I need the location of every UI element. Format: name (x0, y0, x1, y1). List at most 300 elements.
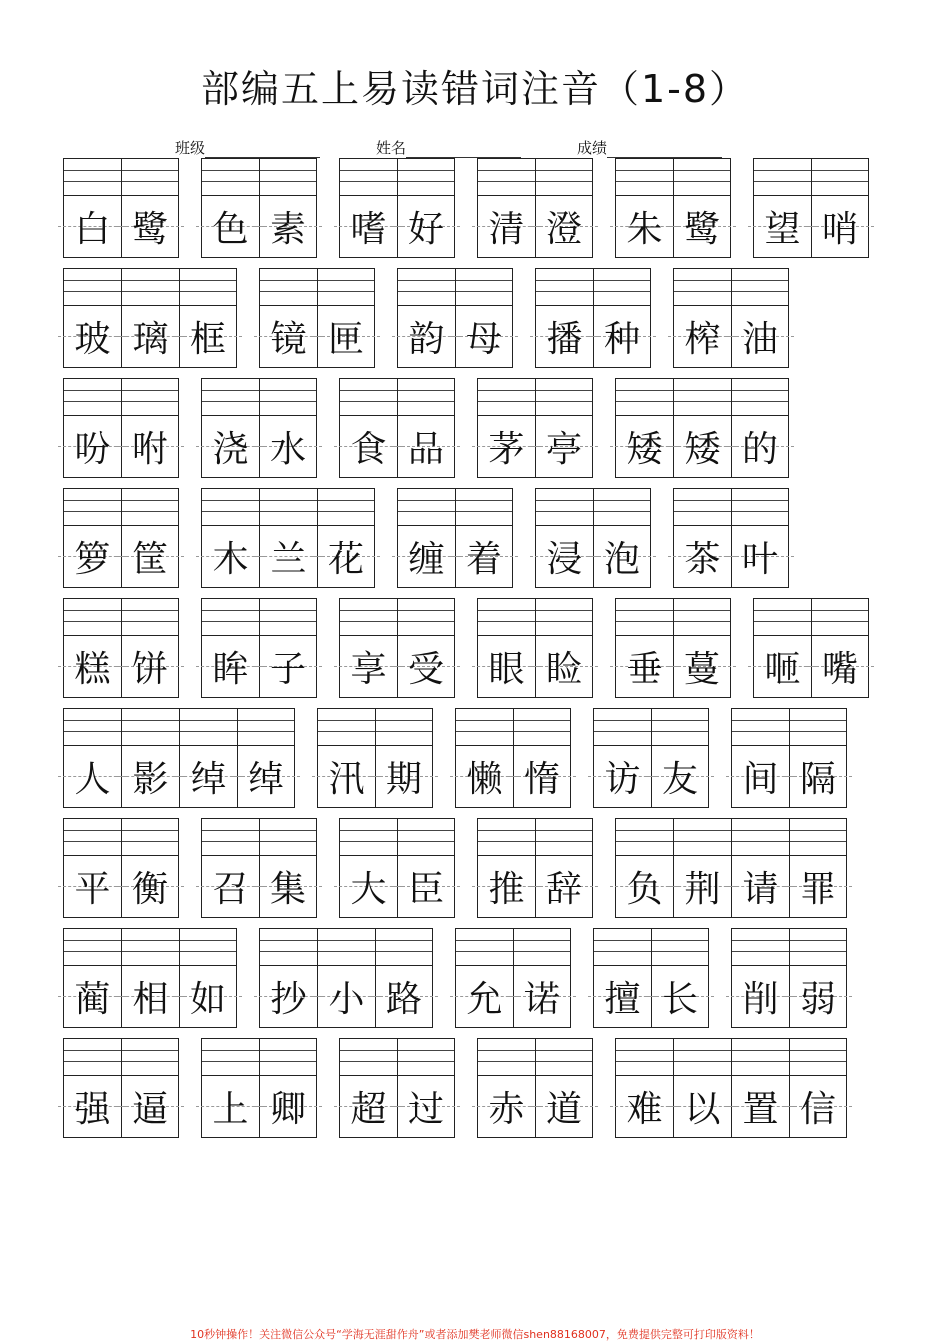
pinyin-writing-lines[interactable] (398, 158, 454, 196)
pinyin-writing-lines[interactable] (536, 598, 592, 636)
hanzi-char: 受 (407, 649, 444, 690)
hanzi-char: 懒 (466, 759, 503, 800)
pinyin-writing-lines[interactable] (732, 378, 788, 416)
hanzi-box (260, 636, 316, 698)
hanzi-box (594, 526, 650, 588)
char-cell (201, 1038, 259, 1138)
hanzi-box (340, 636, 397, 698)
hanzi-char: 矮 (684, 429, 721, 470)
pinyin-writing-lines[interactable] (64, 708, 121, 746)
hanzi-char: 上 (212, 1089, 249, 1130)
pinyin-writing-lines[interactable] (456, 488, 512, 526)
char-cell (731, 488, 789, 588)
word-row (63, 818, 943, 928)
hanzi-char: 衡 (131, 869, 168, 910)
pinyin-writing-lines[interactable] (122, 488, 178, 526)
hanzi-box (674, 196, 730, 258)
pinyin-writing-lines[interactable] (180, 708, 237, 746)
word-grid (63, 158, 943, 1148)
hanzi-box (64, 196, 121, 258)
hanzi-char: 矮 (626, 429, 663, 470)
pinyin-writing-lines[interactable] (594, 928, 651, 966)
pinyin-writing-lines[interactable] (122, 378, 178, 416)
pinyin-writing-lines[interactable] (732, 928, 789, 966)
char-cell (63, 268, 121, 368)
pinyin-writing-lines[interactable] (674, 488, 731, 526)
pinyin-writing-lines[interactable] (64, 268, 121, 306)
hanzi-box (456, 746, 513, 808)
pinyin-writing-lines[interactable] (674, 818, 731, 856)
pinyin-writing-lines[interactable] (478, 378, 535, 416)
char-cell (615, 1038, 673, 1138)
hanzi-char: 木 (212, 539, 249, 580)
char-cell (731, 1038, 789, 1138)
pinyin-writing-lines[interactable] (260, 268, 317, 306)
hanzi-box (478, 1076, 535, 1138)
pinyin-writing-lines[interactable] (616, 598, 673, 636)
class-field (175, 137, 320, 158)
hanzi-char: 强 (74, 1089, 111, 1130)
hanzi-box (64, 746, 121, 808)
pinyin-writing-lines[interactable] (732, 1038, 789, 1076)
hanzi-char: 叶 (741, 539, 778, 580)
hanzi-char: 小 (328, 979, 365, 1020)
char-cell (673, 488, 731, 588)
hanzi-char: 箩 (74, 539, 111, 580)
hanzi-box (456, 306, 512, 368)
char-cell (259, 928, 317, 1028)
char-cell (259, 268, 317, 368)
pinyin-writing-lines[interactable] (180, 928, 236, 966)
pinyin-writing-lines[interactable] (812, 598, 868, 636)
word-box (731, 928, 847, 1028)
pinyin-writing-lines[interactable] (260, 1038, 316, 1076)
char-cell (477, 598, 535, 698)
hanzi-char: 品 (407, 429, 444, 470)
pinyin-writing-lines[interactable] (122, 158, 178, 196)
hanzi-box (64, 1076, 121, 1138)
hanzi-char: 种 (603, 319, 640, 360)
word-box (615, 818, 847, 918)
word-box (615, 1038, 847, 1138)
char-cell (753, 158, 811, 258)
char-cell (201, 378, 259, 478)
hanzi-box (398, 1076, 454, 1138)
char-cell (259, 488, 317, 588)
pinyin-writing-lines[interactable] (616, 378, 673, 416)
hanzi-char: 访 (604, 759, 641, 800)
char-cell (477, 378, 535, 478)
hanzi-box (536, 526, 593, 588)
hanzi-box (478, 636, 535, 698)
hanzi-char: 削 (742, 979, 779, 1020)
pinyin-writing-lines[interactable] (376, 928, 432, 966)
hanzi-char: 平 (74, 869, 111, 910)
hanzi-box (260, 856, 316, 918)
char-cell (477, 818, 535, 918)
hanzi-box (616, 856, 673, 918)
char-cell (811, 158, 869, 258)
pinyin-writing-lines[interactable] (732, 268, 788, 306)
char-cell (63, 378, 121, 478)
hanzi-char: 镜 (270, 319, 307, 360)
hanzi-char: 路 (385, 979, 422, 1020)
char-cell (535, 598, 593, 698)
pinyin-writing-lines[interactable] (122, 598, 178, 636)
hanzi-char: 臣 (407, 869, 444, 910)
pinyin-writing-lines[interactable] (64, 928, 121, 966)
hanzi-char: 道 (545, 1089, 582, 1130)
hanzi-char: 请 (742, 869, 779, 910)
char-cell (397, 488, 455, 588)
pinyin-writing-lines[interactable] (790, 1038, 846, 1076)
pinyin-writing-lines[interactable] (64, 598, 121, 636)
pinyin-writing-lines[interactable] (260, 818, 316, 856)
pinyin-writing-lines[interactable] (202, 488, 259, 526)
pinyin-writing-lines[interactable] (754, 598, 811, 636)
word-box (455, 708, 571, 808)
pinyin-writing-lines[interactable] (122, 708, 179, 746)
pinyin-writing-lines[interactable] (790, 928, 846, 966)
hanzi-char: 集 (269, 869, 306, 910)
pinyin-writing-lines[interactable] (594, 268, 650, 306)
word-box (477, 378, 593, 478)
pinyin-writing-lines[interactable] (652, 928, 708, 966)
hanzi-box (340, 196, 397, 258)
hanzi-box (536, 1076, 592, 1138)
hanzi-char: 荆 (684, 869, 721, 910)
char-cell (121, 818, 179, 918)
pinyin-writing-lines[interactable] (514, 928, 570, 966)
word-box (201, 158, 317, 258)
pinyin-writing-lines[interactable] (790, 708, 846, 746)
hanzi-char: 茶 (684, 539, 721, 580)
pinyin-writing-lines[interactable] (536, 1038, 592, 1076)
word-box (339, 378, 455, 478)
hanzi-box (202, 856, 259, 918)
char-cell (317, 708, 375, 808)
char-cell (513, 708, 571, 808)
pinyin-writing-lines[interactable] (202, 1038, 259, 1076)
word-row (63, 598, 943, 708)
pinyin-writing-lines[interactable] (652, 708, 708, 746)
pinyin-writing-lines[interactable] (340, 598, 397, 636)
hanzi-char: 影 (132, 759, 169, 800)
char-cell (121, 1038, 179, 1138)
pinyin-writing-lines[interactable] (202, 378, 259, 416)
hanzi-box (202, 1076, 259, 1138)
pinyin-writing-lines[interactable] (318, 488, 374, 526)
pinyin-writing-lines[interactable] (536, 488, 593, 526)
pinyin-writing-lines[interactable] (64, 158, 121, 196)
pinyin-writing-lines[interactable] (478, 1038, 535, 1076)
char-cell (179, 268, 237, 368)
class-blank (205, 142, 320, 158)
hanzi-char: 哨 (821, 209, 858, 250)
char-cell (673, 818, 731, 918)
hanzi-char: 弱 (799, 979, 836, 1020)
char-cell (259, 158, 317, 258)
char-cell (731, 928, 789, 1028)
pinyin-writing-lines[interactable] (456, 708, 513, 746)
hanzi-char: 鹭 (131, 209, 168, 250)
pinyin-writing-lines[interactable] (790, 818, 846, 856)
char-cell (593, 708, 651, 808)
pinyin-writing-lines[interactable] (122, 1038, 178, 1076)
char-cell (811, 598, 869, 698)
hanzi-box (514, 966, 570, 1028)
hanzi-box (376, 746, 432, 808)
pinyin-writing-lines[interactable] (398, 488, 455, 526)
hanzi-box (478, 196, 535, 258)
hanzi-box (260, 966, 317, 1028)
char-cell (789, 928, 847, 1028)
char-cell (179, 928, 237, 1028)
word-row (63, 1038, 943, 1148)
char-cell (615, 158, 673, 258)
pinyin-writing-lines[interactable] (478, 158, 535, 196)
pinyin-writing-lines[interactable] (260, 598, 316, 636)
pinyin-writing-lines[interactable] (456, 268, 512, 306)
pinyin-writing-lines[interactable] (318, 268, 374, 306)
hanzi-char: 卿 (269, 1089, 306, 1130)
hanzi-box (652, 746, 708, 808)
hanzi-box (122, 196, 178, 258)
hanzi-char: 匣 (327, 319, 364, 360)
hanzi-box (456, 526, 512, 588)
footer-note: 10秒钟操作！关注微信公众号“学海无涯甜作舟”或者添加樊老师微信shen88168007，免费提供完整可打印版资料！ (190, 1328, 760, 1341)
pinyin-writing-lines[interactable] (536, 268, 593, 306)
char-cell (535, 1038, 593, 1138)
word-box (201, 1038, 317, 1138)
hanzi-char: 汛 (328, 759, 365, 800)
hanzi-box (64, 526, 121, 588)
pinyin-writing-lines[interactable] (260, 488, 317, 526)
pinyin-writing-lines[interactable] (536, 818, 592, 856)
hanzi-box (122, 746, 179, 808)
word-box (201, 378, 317, 478)
hanzi-box (812, 196, 868, 258)
pinyin-writing-lines[interactable] (64, 488, 121, 526)
pinyin-writing-lines[interactable] (202, 598, 259, 636)
hanzi-char: 筐 (131, 539, 168, 580)
pinyin-writing-lines[interactable] (340, 158, 397, 196)
hanzi-box (514, 746, 570, 808)
pinyin-writing-lines[interactable] (732, 488, 788, 526)
word-box (455, 928, 571, 1028)
pinyin-writing-lines[interactable] (754, 158, 811, 196)
pinyin-writing-lines[interactable] (812, 158, 868, 196)
pinyin-writing-lines[interactable] (260, 158, 316, 196)
hanzi-box (732, 746, 789, 808)
pinyin-writing-lines[interactable] (122, 818, 178, 856)
hanzi-box (64, 636, 121, 698)
hanzi-box (616, 1076, 673, 1138)
word-row (63, 268, 943, 378)
pinyin-writing-lines[interactable] (616, 1038, 673, 1076)
pinyin-writing-lines[interactable] (122, 268, 179, 306)
hanzi-box (616, 636, 673, 698)
hanzi-char: 糕 (74, 649, 111, 690)
char-cell (121, 378, 179, 478)
hanzi-char: 难 (626, 1089, 663, 1130)
word-box (317, 708, 433, 808)
pinyin-writing-lines[interactable] (238, 708, 294, 746)
hanzi-char: 眸 (212, 649, 249, 690)
hanzi-box (260, 416, 316, 478)
pinyin-writing-lines[interactable] (398, 598, 454, 636)
char-cell (121, 158, 179, 258)
pinyin-writing-lines[interactable] (202, 158, 259, 196)
pinyin-writing-lines[interactable] (64, 378, 121, 416)
hanzi-box (594, 746, 651, 808)
word-box (63, 158, 179, 258)
pinyin-writing-lines[interactable] (594, 488, 650, 526)
word-box (201, 818, 317, 918)
word-box (593, 708, 709, 808)
hanzi-box (594, 306, 650, 368)
score-label: 成绩 (577, 139, 608, 157)
word-box (535, 488, 651, 588)
hanzi-char: 母 (465, 319, 502, 360)
char-cell (317, 928, 375, 1028)
word-box (339, 1038, 455, 1138)
hanzi-char: 睑 (545, 649, 582, 690)
char-cell (201, 818, 259, 918)
hanzi-box (122, 416, 178, 478)
hanzi-char: 召 (212, 869, 249, 910)
hanzi-char: 好 (407, 209, 444, 250)
hanzi-box (260, 1076, 316, 1138)
hanzi-char: 咂 (764, 649, 801, 690)
hanzi-char: 过 (407, 1089, 444, 1130)
word-box (535, 268, 651, 368)
hanzi-char: 子 (269, 649, 306, 690)
char-cell (339, 158, 397, 258)
hanzi-char: 水 (269, 429, 306, 470)
hanzi-box (478, 416, 535, 478)
pinyin-writing-lines[interactable] (398, 1038, 454, 1076)
hanzi-char: 赤 (488, 1089, 525, 1130)
char-cell (201, 488, 259, 588)
pinyin-writing-lines[interactable] (616, 158, 673, 196)
char-cell (121, 488, 179, 588)
hanzi-char: 澄 (545, 209, 582, 250)
hanzi-char: 清 (488, 209, 525, 250)
char-cell (615, 818, 673, 918)
pinyin-writing-lines[interactable] (318, 928, 375, 966)
pinyin-writing-lines[interactable] (398, 378, 454, 416)
pinyin-writing-lines[interactable] (340, 1038, 397, 1076)
hanzi-char: 花 (327, 539, 364, 580)
pinyin-writing-lines[interactable] (478, 818, 535, 856)
pinyin-writing-lines[interactable] (122, 928, 179, 966)
hanzi-box (398, 416, 454, 478)
hanzi-box (260, 526, 317, 588)
hanzi-box (536, 196, 592, 258)
hanzi-char: 茅 (488, 429, 525, 470)
hanzi-char: 亭 (545, 429, 582, 470)
char-cell (753, 598, 811, 698)
pinyin-writing-lines[interactable] (376, 708, 432, 746)
hanzi-char: 璃 (132, 319, 169, 360)
pinyin-writing-lines[interactable] (732, 708, 789, 746)
word-row (63, 378, 943, 488)
pinyin-writing-lines[interactable] (180, 268, 236, 306)
pinyin-writing-lines[interactable] (478, 598, 535, 636)
hanzi-char: 望 (764, 209, 801, 250)
pinyin-writing-lines[interactable] (64, 818, 121, 856)
score-field (577, 137, 722, 158)
pinyin-writing-lines[interactable] (398, 268, 455, 306)
pinyin-writing-lines[interactable] (260, 928, 317, 966)
hanzi-box (238, 746, 294, 808)
pinyin-writing-lines[interactable] (398, 818, 454, 856)
pinyin-writing-lines[interactable] (340, 818, 397, 856)
hanzi-box (202, 196, 259, 258)
pinyin-writing-lines[interactable] (616, 818, 673, 856)
word-box (63, 488, 179, 588)
char-cell (339, 1038, 397, 1138)
hanzi-char: 推 (488, 869, 525, 910)
word-box (753, 158, 869, 258)
pinyin-writing-lines[interactable] (514, 708, 570, 746)
pinyin-writing-lines[interactable] (202, 818, 259, 856)
hanzi-box (318, 746, 375, 808)
pinyin-writing-lines[interactable] (732, 818, 789, 856)
hanzi-char: 韵 (408, 319, 445, 360)
hanzi-char: 间 (742, 759, 779, 800)
pinyin-writing-lines[interactable] (594, 708, 651, 746)
word-box (397, 488, 513, 588)
pinyin-writing-lines[interactable] (674, 1038, 731, 1076)
hanzi-char: 以 (684, 1089, 721, 1130)
word-box (63, 268, 237, 368)
hanzi-box (180, 306, 236, 368)
char-cell (259, 598, 317, 698)
pinyin-writing-lines[interactable] (674, 598, 730, 636)
hanzi-box (674, 856, 731, 918)
word-box (63, 598, 179, 698)
pinyin-writing-lines[interactable] (674, 268, 731, 306)
pinyin-writing-lines[interactable] (674, 378, 731, 416)
hanzi-box (812, 636, 868, 698)
pinyin-writing-lines[interactable] (536, 378, 592, 416)
pinyin-writing-lines[interactable] (674, 158, 730, 196)
hanzi-char: 框 (189, 319, 226, 360)
char-cell (673, 1038, 731, 1138)
pinyin-writing-lines[interactable] (64, 1038, 121, 1076)
hanzi-char: 白 (74, 209, 111, 250)
hanzi-box (790, 1076, 846, 1138)
hanzi-box (318, 526, 374, 588)
char-cell (63, 158, 121, 258)
hanzi-box (376, 966, 432, 1028)
word-box (397, 268, 513, 368)
char-cell (477, 158, 535, 258)
hanzi-box (616, 416, 673, 478)
hanzi-char: 信 (799, 1089, 836, 1130)
char-cell (397, 268, 455, 368)
pinyin-writing-lines[interactable] (536, 158, 592, 196)
pinyin-writing-lines[interactable] (260, 378, 316, 416)
pinyin-writing-lines[interactable] (318, 708, 375, 746)
pinyin-writing-lines[interactable] (456, 928, 513, 966)
char-cell (63, 708, 121, 808)
char-cell (615, 378, 673, 478)
pinyin-writing-lines[interactable] (340, 378, 397, 416)
hanzi-char: 长 (661, 979, 698, 1020)
